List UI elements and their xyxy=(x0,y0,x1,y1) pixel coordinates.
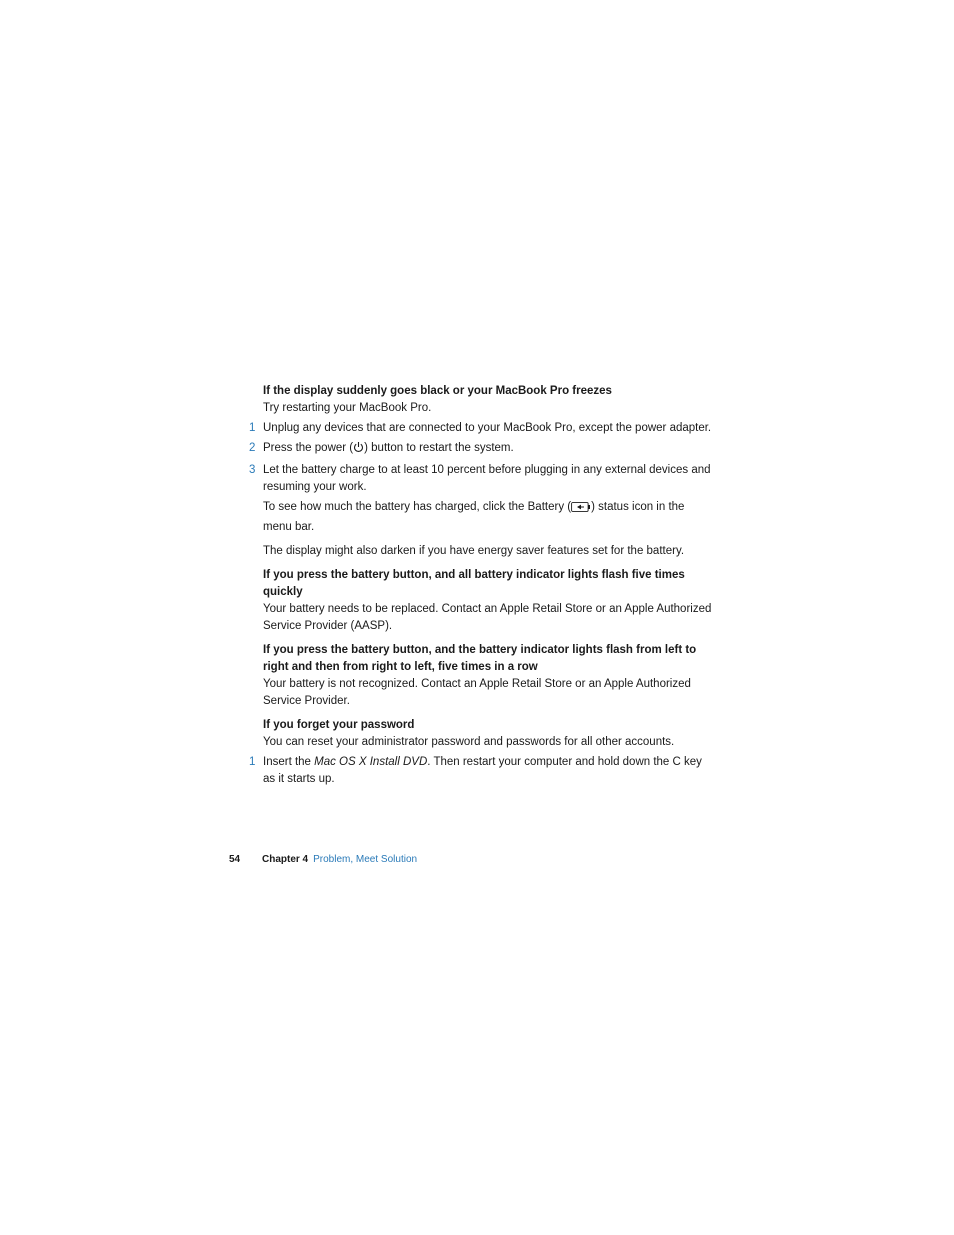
darken-note: The display might also darken if you have energy saver features set for the battery. xyxy=(263,545,685,557)
list-item xyxy=(249,462,713,496)
list-item xyxy=(249,754,713,788)
section-heading-lights-flash: If you press the battery button, and all battery indicator lights flash five times quickly xyxy=(263,569,685,598)
step-text: Unplug any devices that are connected to your MacBook Pro, except the power adapter. xyxy=(263,422,712,434)
list-item xyxy=(249,440,713,459)
page-number: 54 xyxy=(229,854,241,865)
section-heading-forget-password: If you forget your password xyxy=(263,719,415,731)
battery-icon xyxy=(571,501,591,519)
battery-status-note xyxy=(263,499,713,536)
step-number: 1 xyxy=(249,756,256,768)
step-text-before: Insert the xyxy=(263,756,315,768)
step-number: 3 xyxy=(249,464,256,476)
step-number: 2 xyxy=(249,442,256,454)
battery-note-before: To see how much the battery has charged, click the Battery ( xyxy=(263,501,572,513)
list-item xyxy=(249,420,713,437)
page-footer xyxy=(229,853,417,867)
section-intro-reset: You can reset your administrator password and passwords for all other accounts. xyxy=(263,736,675,748)
battery-note-after: ) status icon in the menu bar. xyxy=(263,501,685,533)
install-dvd-title: Mac OS X Install DVD xyxy=(314,756,428,768)
step-number: 1 xyxy=(249,422,256,434)
section-intro-restart: Try restarting your MacBook Pro. xyxy=(263,402,432,414)
chapter-title-link[interactable]: Problem, Meet Solution xyxy=(313,854,418,865)
step-text: Let the battery charge to at least 10 percent before plugging in any external devices and resuming your work. xyxy=(263,464,711,493)
section-heading-lights-left-right: If you press the battery button, and the battery indicator lights flash from left to right and then from right to left, five times in a row xyxy=(263,644,697,673)
section-body-replace-battery: Your battery needs to be replaced. Contact an Apple Retail Store or an Apple Authorized Service Provider (AASP). xyxy=(263,603,712,632)
step-text-before: Press the power ( xyxy=(263,442,354,454)
step-text-after: . Then restart your computer and hold down the C key as it starts up. xyxy=(263,756,702,785)
power-icon xyxy=(353,441,364,459)
page-content xyxy=(249,383,713,791)
section-heading-display-black: If the display suddenly goes black or your MacBook Pro freezes xyxy=(263,385,612,397)
chapter-label: Chapter 4 xyxy=(262,854,309,865)
section-body-not-recognized: Your battery is not recognized. Contact an Apple Retail Store or an Apple Authorized Service Provider. xyxy=(263,678,691,707)
step-text-after: ) button to restart the system. xyxy=(364,442,514,454)
